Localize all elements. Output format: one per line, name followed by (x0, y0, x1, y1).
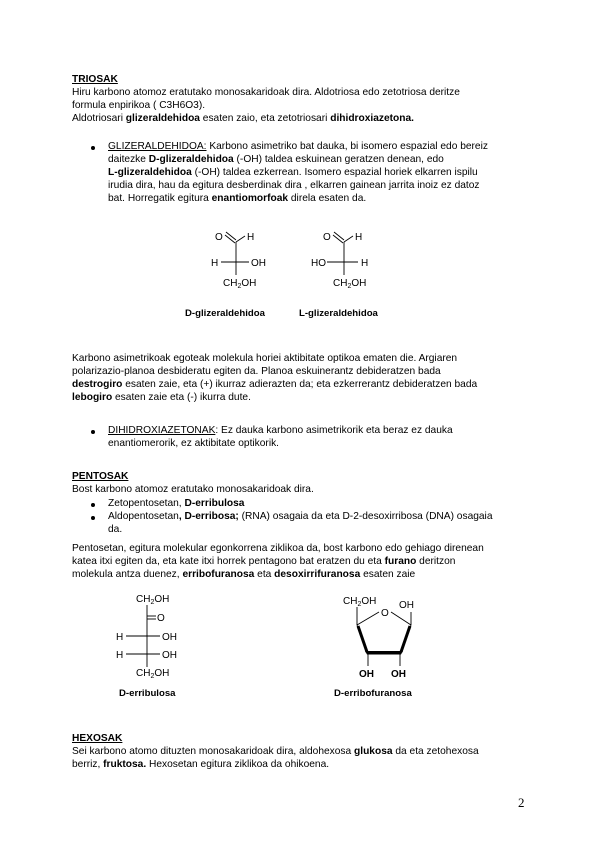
furanose-oh-3: OH (391, 669, 406, 680)
glizeraldehidoa-line-4: irudia dira, hau da egitura desberdinak dira , elkarren gainean jarrita inoiz ez datoz (108, 180, 480, 191)
d-left-h: H (211, 258, 219, 269)
erribulosa-oh-2: OH (162, 650, 177, 661)
l-aldehyde-o: O (323, 232, 331, 243)
optical-line-2: polarizazio-planoa desbideratu egiten da. Planoa eskuinerantz debideratzen bada (72, 366, 441, 377)
erribulosa-h-1: H (116, 632, 124, 643)
hexosak-line-1: Sei karbono atomo dituzten monosakaridoak dira, aldohexosa glukosa da eta zetohexosa (72, 746, 479, 757)
d-glyceraldehyde-structure (211, 232, 266, 290)
triosak-line-2: formula enpirikoa ( C3H6O3). (72, 100, 206, 111)
furanose-ch2oh: $CH_2OH$ (343, 596, 377, 608)
page-number: 2 (518, 795, 525, 810)
bullet-dot (91, 430, 95, 434)
l-glyceraldehyde-structure (311, 232, 368, 290)
erribulosa-h-2: H (116, 650, 124, 661)
hexosak-line-2: berriz, fruktosa. Hexosetan egitura ziklikoa da ohikoena. (72, 759, 330, 770)
dihidroxiazetona-line-2: enantiomerorik, ez aktibitate optikorik. (108, 438, 280, 449)
pentosak-bullet-2: Aldopentosetan, D-erribosa; (RNA) osagaia da eta D-2-desoxirribosa (DNA) osagaia (108, 511, 493, 522)
d-ch2oh: $CH_2OH$ (223, 278, 257, 290)
erribulosa-structure (110, 590, 200, 682)
glizeraldehidoa-line-1: GLIZERALDEHIDOA: Karbono asimetriko bat dauka, bi isomero espazial edo bereiz (108, 141, 488, 152)
furanose-ring-o: O (381, 608, 389, 619)
glizeraldehidoa-line-3: L-glizeraldehidoa (-OH) taldea ezkerrean. Isomero espazial horiek elkarren ispilu (108, 167, 478, 178)
pentosak-para-line-3: molekula antza duenez, erribofuranosa eta desoxirrifuranosa esaten zaie (72, 569, 416, 580)
bullet-dot (91, 146, 95, 150)
pentosak-para-line-2: katea itxi egiten da, eta kate itxi horrek pentagono bat eratzen du eta furano deritzon (72, 556, 456, 567)
heading-hexosak: HEXOSAK (72, 733, 123, 744)
d-aldehyde-h: H (247, 232, 255, 243)
bullet-dot (91, 503, 95, 507)
d-right-oh: OH (251, 258, 266, 269)
pentosak-bullet-1: Zetopentosetan, D-erribulosa (108, 498, 245, 509)
erribulosa-oh-1: OH (162, 632, 177, 643)
optical-line-3: destrogiro esaten zaie, eta (+) ikurraz adierazten da; eta ezkerrerantz debideratzen bada (72, 379, 478, 390)
dihidroxiazetona-line-1: DIHIDROXIAZETONAK: Ez dauka karbono asimetrikorik eta beraz ez dauka (108, 425, 453, 436)
l-right-h: H (361, 258, 369, 269)
triosak-line-3: Aldotriosari glizeraldehidoa esaten zaio, eta zetotriosari dihidroxiazetona. (72, 113, 414, 124)
erribulosa-bottom-ch2oh: $CH_2OH$ (136, 668, 170, 680)
optical-line-4: lebogiro esaten zaie eta (-) ikurra dute. (72, 392, 251, 403)
erribofuranosa-structure (335, 590, 435, 682)
heading-pentosak: PENTOSAK (72, 471, 129, 482)
furanose-oh-2: OH (359, 669, 374, 680)
glyceraldehyde-structures (205, 225, 405, 295)
heading-triosak: TRIOSAK (72, 74, 118, 85)
d-aldehyde-o: O (215, 232, 223, 243)
triosak-line-1: Hiru karbono atomoz eratutako monosakaridoak dira. Aldotriosa edo zetotriosa deritze (72, 87, 460, 98)
pentosak-para-line-1: Pentosetan, egitura molekular egonkorrena ziklikoa da, bost karbono edo gehiago direnean (72, 543, 484, 554)
pentosak-line-1: Bost karbono atomoz eratutako monosakaridoak dira. (72, 484, 314, 495)
erribofuranosa-label: D-erribofuranosa (334, 688, 412, 699)
erribulosa-keto-o: O (157, 613, 165, 624)
furanose-anomeric-oh: OH (399, 600, 414, 611)
pentosak-bullet-2-cont: da. (108, 524, 123, 535)
glizeraldehidoa-line-2: daitezke D-glizeraldehidoa (-OH) taldea eskuinean geratzen denean, edo (108, 154, 444, 165)
erribulosa-label: D-erribulosa (119, 688, 176, 699)
glizeraldehidoa-line-5: bat. Horregatik egitura enantiomorfoak direla esaten da. (108, 193, 367, 204)
l-left-ho: HO (311, 258, 326, 269)
d-glizeraldehidoa-label: D-glizeraldehidoa (185, 308, 265, 319)
erribulosa-top-ch2oh: $CH_2OH$ (136, 594, 170, 606)
l-aldehyde-h: H (355, 232, 363, 243)
optical-line-1: Karbono asimetrikoak egoteak molekula horiei aktibitate optikoa ematen die. Argiaren (72, 353, 458, 364)
l-ch2oh: $CH_2OH$ (333, 278, 367, 290)
l-glizeraldehidoa-label: L-glizeraldehidoa (299, 308, 378, 319)
bullet-dot (91, 516, 95, 520)
